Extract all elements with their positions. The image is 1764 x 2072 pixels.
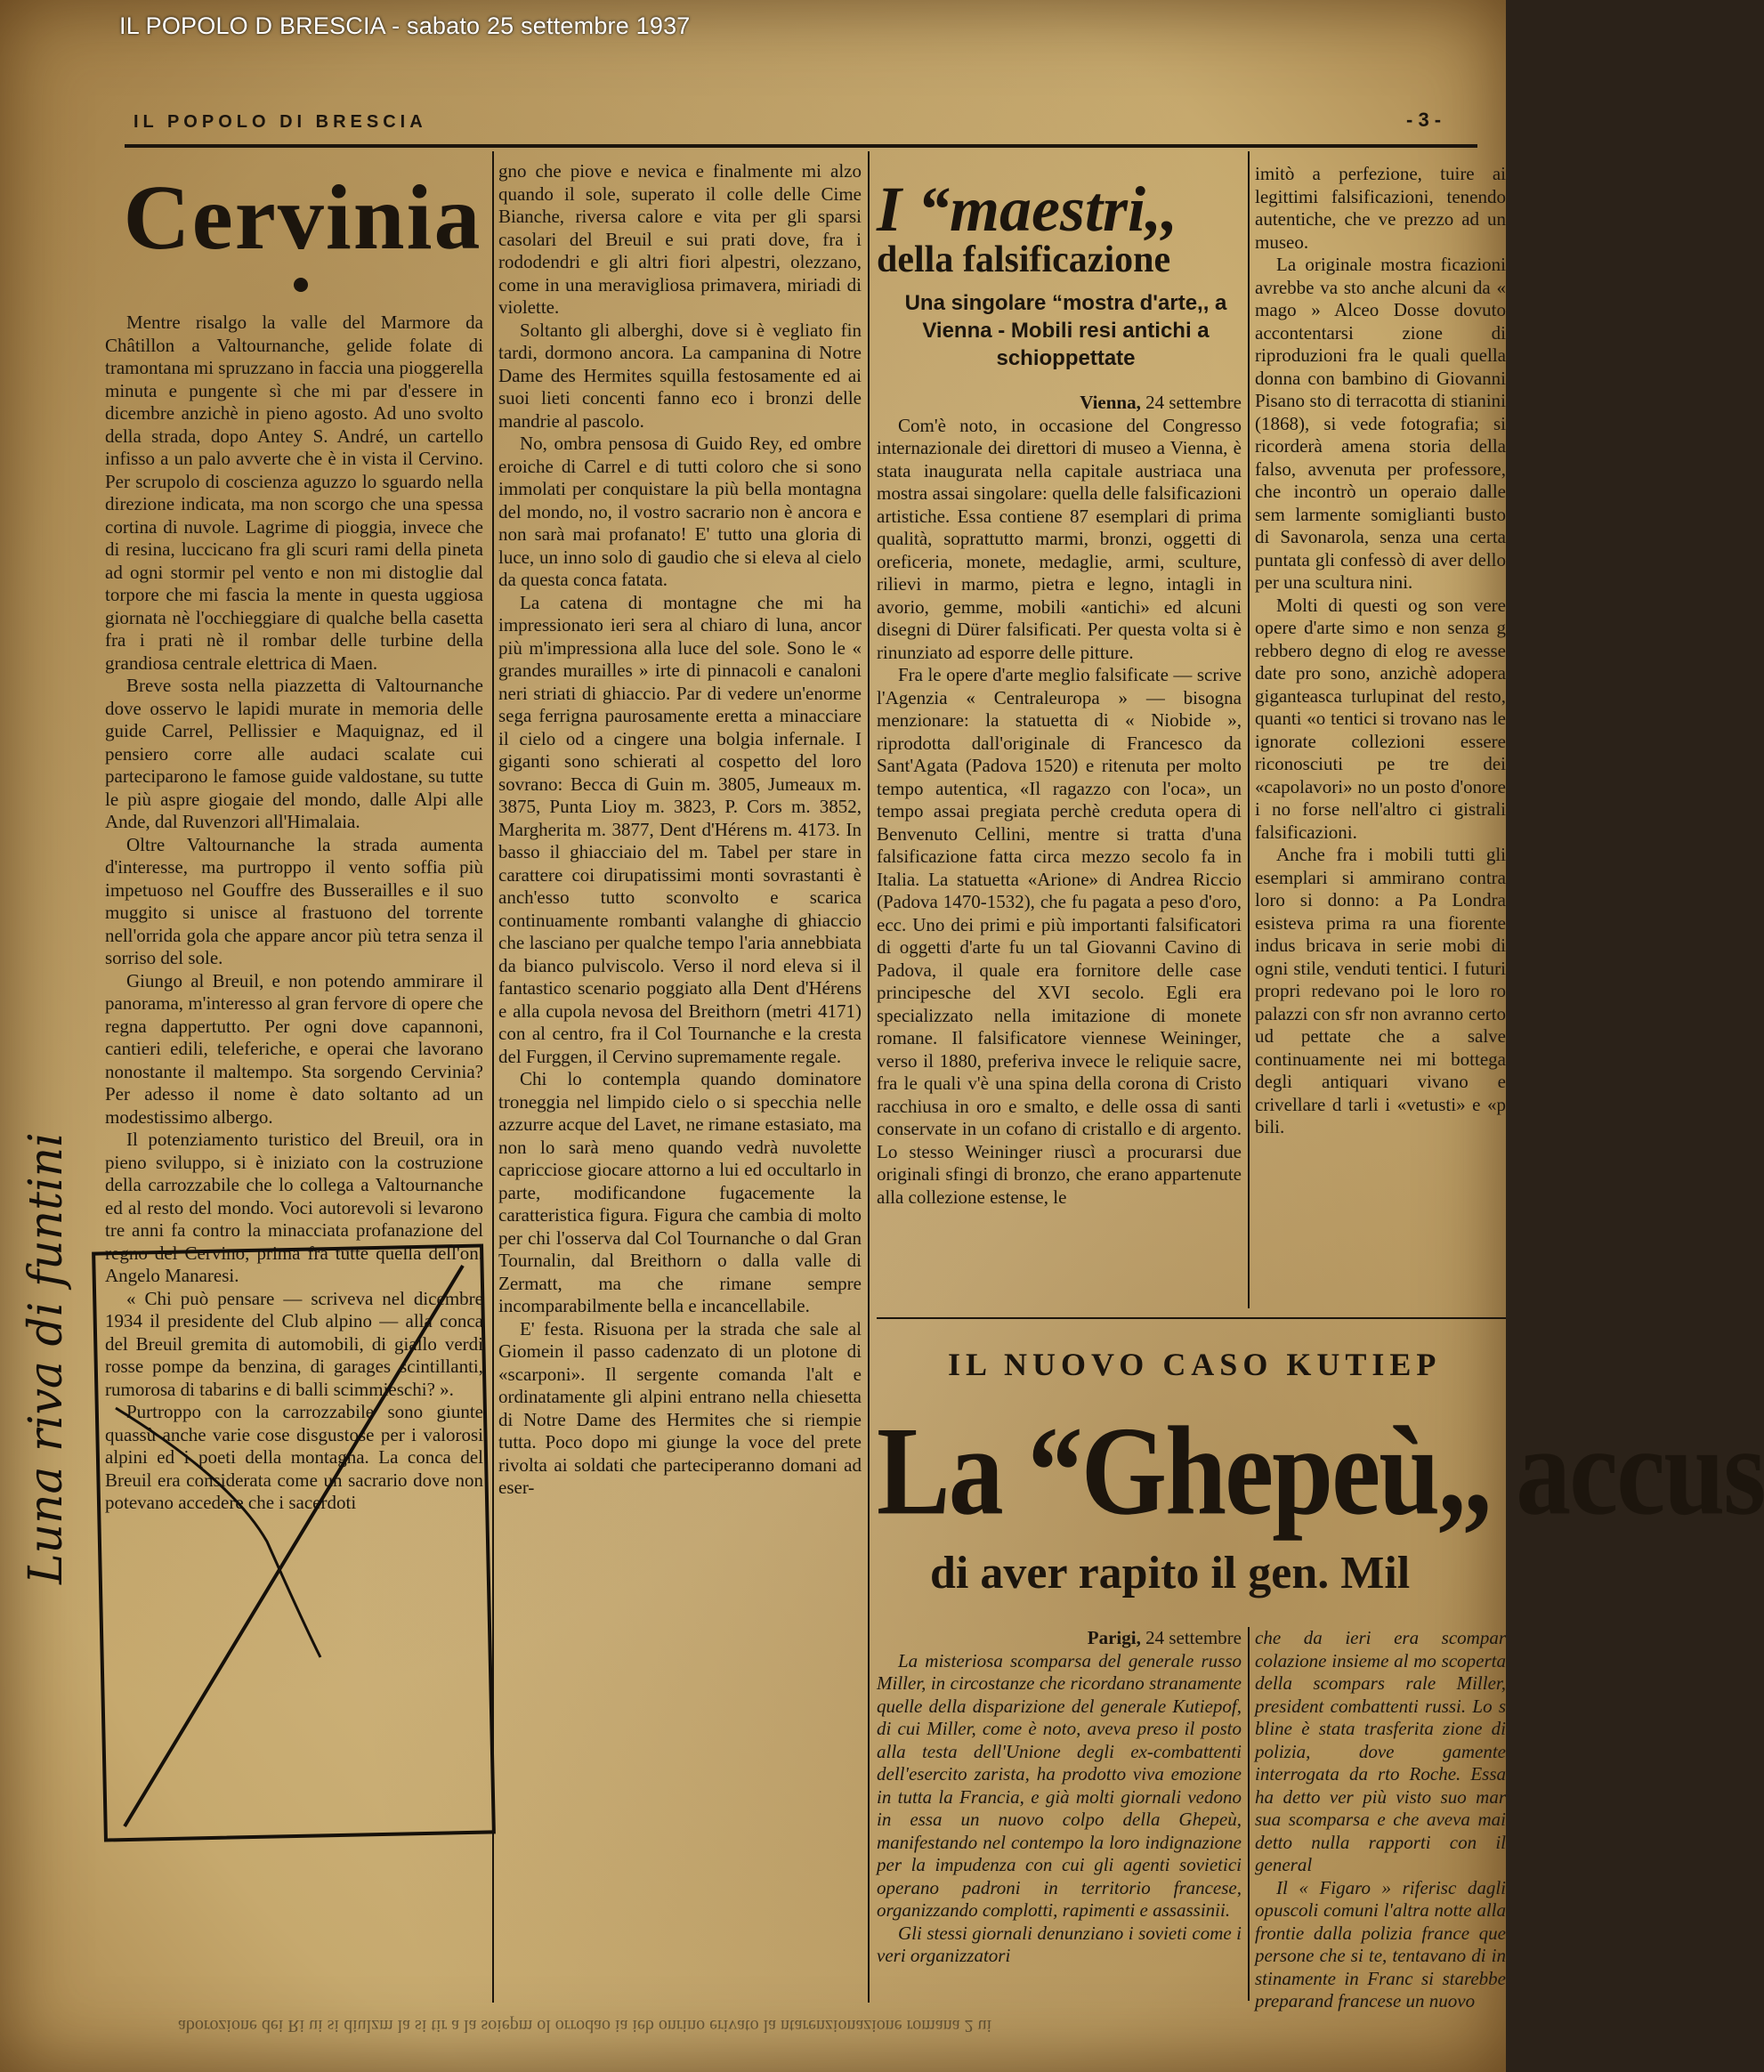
masthead: IL POPOLO DI BRESCIA — [134, 112, 427, 132]
ghepeu-column-1 — [877, 1627, 1242, 2010]
paragraph: Breve sosta nella piazzetta di Valtournanche dove osservo le lapidi murate in memoria delle guide Carrel, Pellissier e Maquignaz, ed il pensiero corre alle audaci scalate cui parteciparono le famose guide valdostane, su tutte le più aspre giogaie del mondo, dalle Alpi alle Ande, dal Ruvenzori all'Himalaia. — [105, 675, 483, 832]
column-divider — [1248, 151, 1250, 1308]
paragraph: Mentre risalgo la valle del Marmore da Châtillon a Valtournanche, gelide folate di tramontana mi spruzzano in faccia una pioggerella minuta e pungente sì che mi par d'essere in dicembre anzichè in pieno agosto. Ad uno svolto della strada, dopo Antey S. André, un cartello infisso a un palo avverte che è in vista il Cervino. Per scrupolo di coscienza aguzzo lo sguardo nella direzione indicata, ma non scorgo che una spessa cortina di nuvole. Lagrime di pioggia, invece che di resina, luccicano fra gli scuri rami della pineta ad ogni stormir pel vento e non mi distoglie dal torpore che mi fascia la mente in questa uggiosa giornata nè l'occhieggiare di qualche bella casetta fra i prati nè il rombar delle turbine della grandiosa centrale elettrica di Maen. — [105, 312, 483, 674]
paragraph: Com'è noto, in occasione del Congresso internazionale dei direttori di museo a Vienna, è stata inaugurata nella capitale austriaca una mostra assai singolare: quella delle falsificazioni artistiche. Essa contiene 87 esemplari di prima qualità, soprattutto marmi, bronzi, oggetti di oreficeria, monete, medaglie, armi, sculture, rilievi in marmo, pietra e legno, intagli in avorio, gemme, mobili «antichi» ed alcuni disegni di Dürer falsificati. Per questa volta si è rinunziato ad esporre delle pitture. — [877, 414, 1242, 663]
dateline — [877, 392, 1242, 415]
cervinia-column-2 — [498, 160, 862, 2016]
paragraph: Il potenziamento turistico del Breuil, ora in pieno sviluppo, si è iniziato con la costruzione della carrozzabile che lo collega a Valtournanche ed al resto del mondo. Voci autorevoli si levarono tre anni fa contro la minacciata profanazione del regno del Cervino, prima fra tutte quella dell'on. Angelo Manaresi. — [105, 1129, 483, 1286]
dateline — [877, 1627, 1242, 1650]
paragraph: La originale mostra ficazioni avrebbe va sto anche alcuni da « mago » Alceo Dosse dovuto accontentarsi zione di riproduzioni fra le quali quella donna con bambino di Giovanni Pisano sto di terracotta di stianini (1868), si vede fotografia; si ricorderà amena storia della falso, avvenuta per professore, che incontrò un operaio dalle sem larmente somiglianti busto di Savonarola, senza una certa puntata gli confessò di aver dello per una scultura nini. — [1255, 254, 1506, 593]
cervinia-headline: Cervinia — [123, 166, 482, 269]
paragraph: Chi lo contempla quando dominatore troneggia nel limpido cielo o si specchia nelle azzurre acque del Lavet, ne rimane estasiato, ma non lo sarà meno quando vedrà nuvolette capricciose giocare attorno a lui ed occultarlo in parte, modificandone fugacemente la caratteristica figura. Figura che cambia di molto per chi l'osserva dal Col Tournanche o dal Gran Tournalin, dal Breithorn o dalla valle di Zermatt, ma che rimane sempre incomparabilmente bella e incancellabile. — [498, 1068, 862, 1316]
paragraph: Anche fra i mobili tutti gli esemplari si ammirano contra loro si donno: a Pa Londra esisteva prima ra una fiorente indus bricava in serie mobi di ogni stile, venduti tentici. I futuri propri redevano poi le loro ro palazzi con sfr non avranno certo ud pettate che a salve continuamente nei mi bottega degli antiquari vivano e crivellare d tarli i «vetusti» e «p bili. — [1255, 844, 1506, 1137]
paragraph: Soltanto gli alberghi, dove si è vegliato fin tardi, dormono ancora. La campanina di Notre Dame des Hermites squilla festosamente ed ai suoi lieti concenti fanno eco i bronzi delle mandrie al pascolo. — [498, 319, 862, 432]
maestri-headline-line2: della falsificazione — [877, 239, 1171, 280]
paragraph: Il « Figaro » riferisc dagli opuscoli comuni l'altra notte alla frontie dalla polizia france que persone che si te, tentavano di in stinamente in Franc si starebbe preparand francese un nuovo — [1255, 1876, 1506, 2011]
paragraph: E' festa. Risuona per la strada che sale al Giomein il passo cadenzato di un plotone di «scarponi». Il sergente comanda l'alt e ordinatamente gli alpini entrano nella chiesetta di Notre Dame des Hermites che si riempie tutta. Poco dopo mi giunge la voce del prete rivolta ai soldati che parteciperanno domani ad eser- — [498, 1317, 862, 1498]
paragraph: Purtroppo con la carrozzabile sono giunte quassù anche varie cose disgustose per i valorosi alpini ed i poeti della montagna. La conca del Breuil era considerata come un sacrario dove non potevano accedere che i sacerdoti — [105, 1401, 483, 1513]
ghepeu-subheadline: di aver rapito il gen. Mil — [930, 1548, 1411, 1599]
maestri-headline: I “maestri,, — [877, 174, 1178, 245]
dateline-date: 24 settembre — [1145, 1627, 1242, 1648]
paragraph: Molti di questi og son vere opere d'arte simo e non senza g rebbero degno di elog re avesse date pro sono, anzichè adopera giganteasca turlupinat del resto, quanti «o tentici si trovano nas le ignorate collezioni essere riconosciuti pe tre dei «capolavori» no un posto d'onore i no forse nell'altro ci gistrali falsificazioni. — [1255, 594, 1506, 843]
paragraph: che da ieri era scompar colazione insieme al mo scoperta della scompars rale Miller, president combattenti russi. Lo s bline è stata trasferita zione di polizia, dove gamente interrogata da rto Roche. Essa ha detto ver più visto suo mar sua scomparsa e che aveva mai detto nulla rapporti con il general — [1255, 1627, 1506, 1875]
dateline-city: Parigi, — [1087, 1627, 1141, 1648]
maestri-deck: Una singolare “mostra d'arte,, a Vienna - Mobili resi antichi a schioppettate — [904, 291, 1227, 370]
show-through-text: aborozione dei Ri ui si diulzm la si tir a la soiepm ol orrodao ia ieb onrino erivato la ntarenzionazione romana 2 ui — [178, 2016, 992, 2036]
handwritten-margin-note: Luna riva di funtini — [20, 1132, 73, 1584]
dateline-city: Vienna, — [1080, 392, 1141, 413]
ink-strike-lines — [98, 1248, 490, 1835]
column-divider — [1248, 1627, 1250, 2001]
paragraph: gno che piove e nevica e finalmente mi alzo quando il sole, superato il colle delle Cime Bianche, riversa calore e vita per gli sparsi casolari del Breuil e sui prati dove, fra i rododendri e gli altri fiori alpestri, olezzano, come in una meravigliosa primavera, miriadi di violette. — [498, 160, 862, 318]
paragraph: No, ombra pensosa di Guido Rey, ed ombre eroiche di Carrel e di tutti coloro che si sono immolati per conquistare la più bella montagna del mondo, no, il vostro sacrario non è ancora e non sarà mai profanato! E' tutto una gloria di luce, un inno solo di gaudio che si eleva al cielo da questa conca fatata. — [498, 433, 862, 590]
paragraph: Giungo al Breuil, e non potendo ammirare il panorama, m'interesso al gran fervore di opere che regna dappertutto. Per ogni dove capannoni, cantieri edili, teleferiche, e operai che lavorano nonostante il maltempo. Sta sorgendo Cervinia? Per adesso il nome è dato soltanto ad un modestissimo albergo. — [105, 969, 483, 1128]
kutiep-kicker: IL NUOVO CASO KUTIEP — [948, 1347, 1442, 1382]
paragraph: La catena di montagne che mi ha impressionato ieri sera al chiaro di luna, ancor più m'impressiona alla luce del sole. Sono le « grandes murailles » irte di pinnacoli e canaloni neri striati di ghiaccio. Par di vedere un'enorme sega ferrigna paurosamente eretta a minacciare il cielo od a cingere una bolgia infernale. I giganti sono schierati al cospetto del loro sovrano: Becca di Guin m. 3805, Jumeaux m. 3875, Punta Lioy m. 3823, P. Cors m. 3852, Margherita m. 3877, Dent d'Hérens m. 4173. In basso il ghiacciaio del m. Tabel per stare in carattere coi dirupatissimi monti sovrastanti è anch'esso tutto sconvolto e scarica continuamente rombanti valanghe di ghiaccio che lasciano per qualche tempo l'aria annebbiata da bianco pulviscolo. Verso il nord eleva si il fantastico scenario poggiato alla Dent d'Hérens e alla cupola nevosa del Breithorn (metri 4171) con al centro, fra il Col Tournanche e la cresta del Furggen, il Cervino supremamente regale. — [498, 591, 862, 1067]
ghepeu-headline: La “Ghepeù,, accus — [877, 1400, 1764, 1542]
dateline-date: 24 settembre — [1145, 392, 1242, 413]
column-divider — [868, 151, 870, 2003]
paragraph: La misteriosa scomparsa del generale russo Miller, in circostanze che ricordano stranamente quelle della disparizione del generale Kutiepof, di cui Miller, come è noto, aveva preso il posto alla testa dell'Unione degli ex-combattenti dell'esercito zarista, ha prodotto viva emozione in tutta la Francia, e già molti giornali vedono in essa un nuovo colpo della Ghepeù, manifestando nel contempo la loro indignazione per la impudenza con cui gli agenti sovietici operano padroni in territorio francese, organizzando complotti, rapimenti e assassinii. — [877, 1649, 1242, 1921]
headline-bullet — [294, 278, 308, 292]
scan-caption: IL POPOLO D BRESCIA - sabato 25 settembre 1937 — [119, 12, 691, 39]
page-number: - 3 - — [1406, 109, 1442, 131]
paragraph: Oltre Valtournanche la strada aumenta d'interesse, ma purtroppo il vento soffia più impetuoso nel Gouffre des Busserailles e il suo muggito si unisce al frastuono del torrente nell'orrida gola che appare ancor più tetra senza il sorriso del sole. — [105, 833, 483, 968]
ghepeu-column-2 — [1255, 1627, 1506, 2010]
section-divider — [877, 1317, 1506, 1319]
paragraph: « Chi può pensare — scriveva nel dicembre 1934 il presidente del Club alpino — alla conca del Breuil gremita di automobili, di giallo verdi rosse pompe da benzina, di garages scintillanti, rumorosa di tabarins e di balli scimmieschi? ». — [105, 1287, 483, 1400]
paragraph: Gli stessi giornali denunziano i sovieti come i veri organizzatori — [877, 1922, 1242, 1966]
paragraph: imitò a perfezione, tuire ai legittimi falsificazioni, tenendo autentiche, che ve prezzo ad un museo. — [1255, 163, 1506, 253]
maestri-column-2 — [1255, 163, 1506, 1311]
top-rule — [125, 144, 1477, 148]
paragraph: Fra le opere d'arte meglio falsificate — scrive l'Agenzia « Centraleuropa » — bisogna menzionare: la statuetta di « Niobide », riprodotta dall'originale di Francesco da Sant'Agata (Padova 1520) e ritenuta per molto tempo autentica, «Il ragazzo con l'oca», un tempo assai pregiata perchè creduta opera di Benvenuto Cellini, mentre si tratta d'una falsificazione fatta circa mezzo secolo fa in Italia. La statuetta «Arione» di Andrea Riccio (Padova 1470-1532), che fu pagata a peso d'oro, ecc. Uno dei primi e più importanti falsificatori di oggetti d'arte fu un tal Giovanni Cavino di Padova, il quale era fornitore delle case principesche del XVI secolo. Egli era specializzato nella imitazione di monete romane. Il falsificatore viennese Weininger, verso il 1880, preferiva invece le reliquie sacre, fra le quali v'è una spina della corona di Cristo racchiusa in oro e smalto, e delle ossa di santi conservate in un cofano di cristallo e di argento. Lo stesso Weininger riuscì a procurarsi due originali sfingi di bronzo, che erano appartenute alla collezione estense, le — [877, 664, 1242, 1208]
maestri-column-1 — [877, 392, 1242, 1308]
